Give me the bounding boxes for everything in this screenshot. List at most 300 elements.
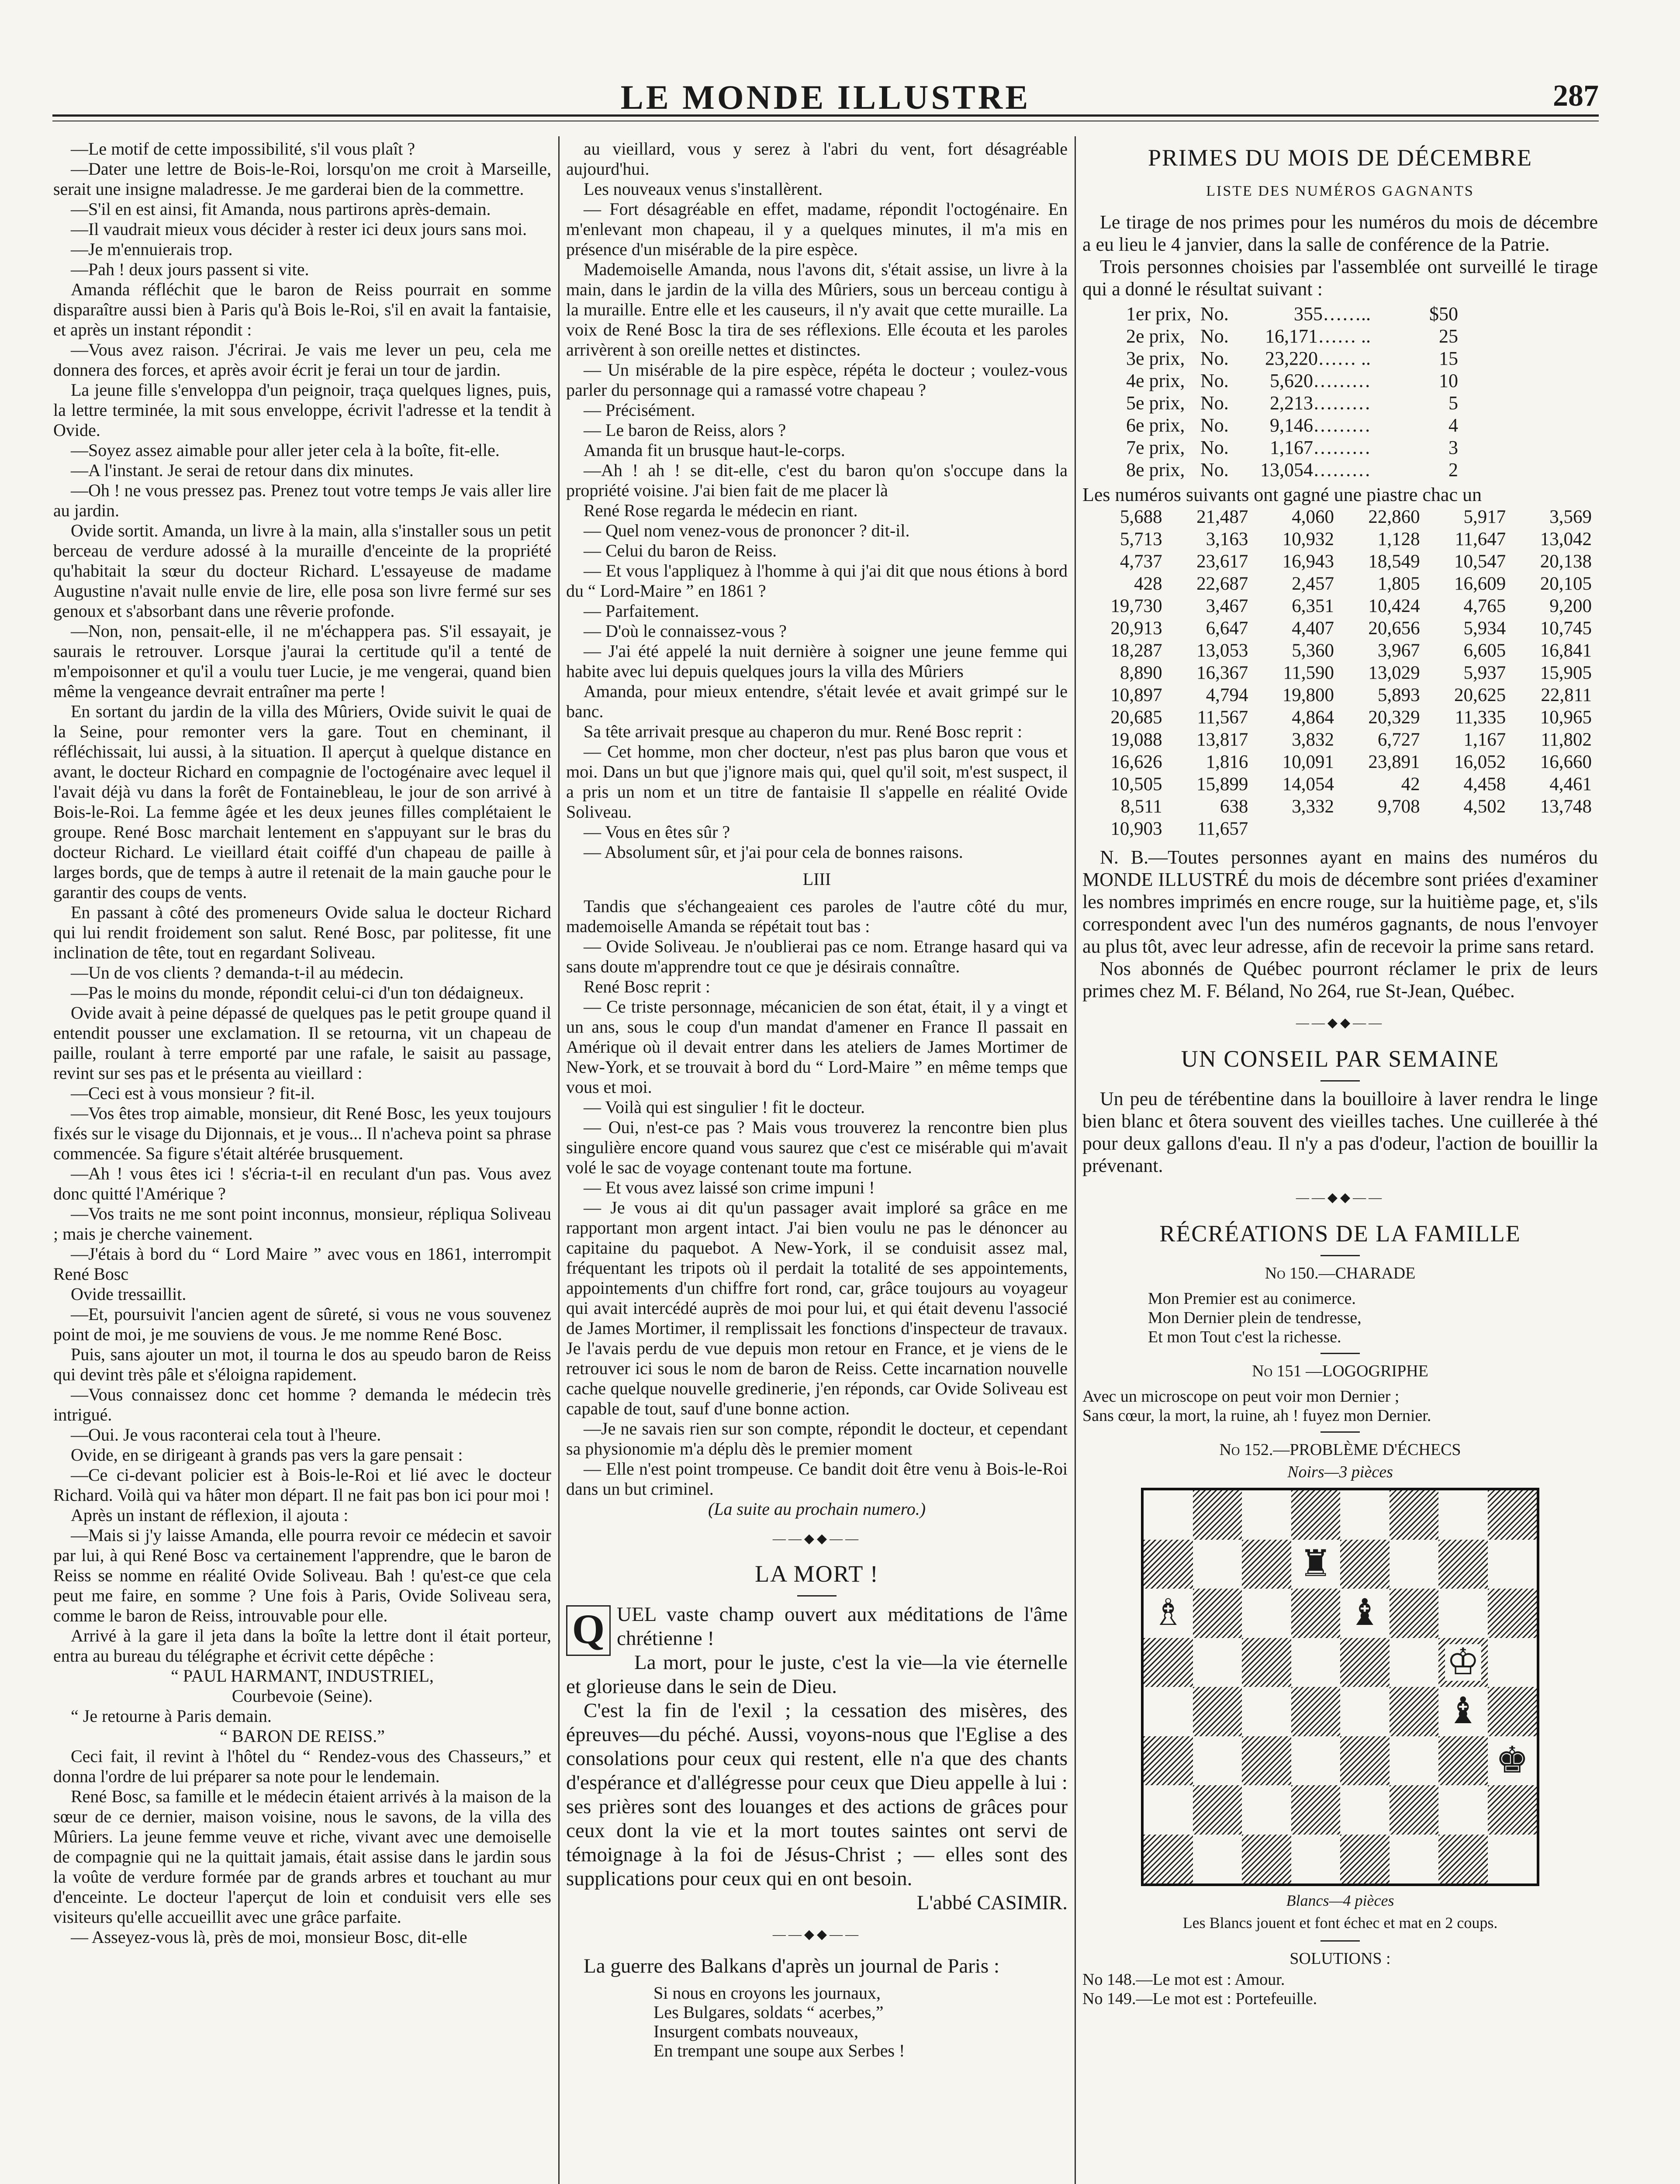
chess-square — [1291, 1687, 1341, 1736]
chess-square — [1193, 1490, 1242, 1540]
conseil-text: Un peu de térébentine dans la bouilloire à laver rendra le linge bien blanc et ôtera souvent des vieilles taches. Une cuillerée à thé pour deux gallons d'eau. Il n'y a pas d'odeur, l'action de bouillir la prévenant. — [1082, 1088, 1598, 1176]
feuilleton-text — [53, 139, 551, 1947]
prize-rank: 7e prix, — [1126, 437, 1185, 458]
column-divider — [558, 136, 560, 2184]
logogriphe-text — [1082, 1387, 1598, 1425]
chess-square — [1438, 1835, 1488, 1884]
winning-number: 20,656 — [1368, 618, 1420, 639]
winning-number: 13,042 — [1540, 529, 1592, 549]
chess-piece-icon: ♗ — [1150, 1595, 1186, 1631]
winning-number: 6,351 — [1292, 596, 1334, 616]
winning-number: 22,687 — [1196, 574, 1248, 594]
paragraph: —A l'instant. Je serai de retour dans dix minutes. — [71, 460, 414, 480]
paragraph: —Un de vos clients ? demanda-t-il au médecin. — [71, 963, 404, 982]
numbers-row — [1082, 550, 1598, 573]
prize-rank: 8e prix, — [1126, 459, 1185, 480]
paragraph: Ovide avait à peine dépassé de quelques pas le petit groupe quand il entendit pousser une exclamation. Il se retourna, vit un chapeau de paille, roulant à terre emporté par une rafale, le saisit au passage, revint sur ses pas et le présenta au vieillard : — [53, 1003, 551, 1083]
charade-line: Et mon Tout c'est la richesse. — [1148, 1328, 1341, 1346]
winning-number: 3,332 — [1292, 796, 1334, 817]
la-mort-paragraph: La mort, pour le juste, c'est la vie—la vie éternelle et glorieuse dans le sein de Dieu. — [566, 1651, 1068, 1698]
paragraph: —Dater une lettre de Bois-le-Roi, lorsqu'on me croit à Marseille, serait une insigne maladresse. Je me garderai bien de la commettre. — [53, 159, 551, 199]
winning-number: 6,647 — [1206, 618, 1248, 639]
winning-number: 23,617 — [1196, 551, 1248, 572]
winning-number: 20,105 — [1540, 574, 1592, 594]
ornament-divider: ——◆◆—— — [1296, 1190, 1385, 1205]
echecs-title: No 152.—PROBLÈME D'ÉCHECS — [1219, 1441, 1461, 1459]
chess-square — [1242, 1540, 1291, 1589]
paragraph: “ PAUL HARMANT, INDUSTRIEL, — [171, 1666, 434, 1686]
chess-piece-icon: ♔ — [1445, 1644, 1481, 1681]
la-mort-article — [566, 1603, 1068, 1915]
numbers-row — [1082, 617, 1598, 639]
balkans-verse — [653, 1984, 1068, 2060]
chess-square — [1488, 1687, 1537, 1736]
winning-number: 10,897 — [1110, 685, 1162, 705]
chess-square — [1340, 1589, 1390, 1638]
chess-square — [1291, 1490, 1341, 1540]
chess-square — [1193, 1736, 1242, 1786]
paragraph: —J'étais à bord du “ Lord Maire ” avec vous en 1861, interrompit René Bosc — [53, 1244, 551, 1284]
numbers-row — [1082, 795, 1598, 818]
prize-row — [1126, 303, 1598, 325]
short-rule — [1320, 1255, 1360, 1256]
recreations-title: RÉCRÉATIONS DE LA FAMILLE — [1159, 1220, 1521, 1247]
paragraph: Ovide sortit. Amanda, un livre à la main, alla s'installer sous un petit berceau de verdure adossé à la muraille d'enceinte de la propriété qu'habitait la sœur du docteur Richard. L'essayeuse de madame Augustine n'avait nulle envie de lire, elle posa son livre fermé sur ses genoux et s'absorbant dans une rêverie profonde. — [53, 521, 551, 621]
paragraph: —Oh ! ne vous pressez pas. Prenez tout votre temps Je vais aller lire au jardin. — [53, 480, 551, 520]
winning-number: 10,932 — [1282, 529, 1334, 549]
winning-number: 3,832 — [1292, 729, 1334, 750]
winning-number: 4,060 — [1292, 507, 1334, 527]
numbers-row — [1082, 639, 1598, 662]
chess-square — [1144, 1490, 1193, 1540]
short-rule — [1320, 1431, 1360, 1433]
short-rule — [797, 1595, 837, 1597]
winning-number: 16,367 — [1196, 663, 1248, 683]
numbers-row — [1082, 506, 1598, 528]
prize-value: 13,054……… — [1260, 459, 1371, 480]
winning-number: 6,727 — [1377, 729, 1420, 750]
paragraph: Tandis que s'échangeaient ces paroles de l'autre côté du mur, mademoiselle Amanda se répétait tout bas : — [566, 896, 1068, 936]
chess-piece-icon: ♜ — [1297, 1546, 1334, 1583]
winning-number: 1,805 — [1377, 574, 1420, 594]
feuilleton-column-1 — [53, 139, 551, 2184]
prize-no: No. — [1200, 370, 1229, 391]
paragraph: La jeune fille s'enveloppa d'un peignoir, traça quelques lignes, puis, la lettre terminée, la mit sous enveloppe, écrivit l'adresse et la tendit à Ovide. — [53, 380, 551, 440]
paragraph: —Soyez assez aimable pour aller jeter cela à la boîte, fit-elle. — [71, 440, 500, 460]
chess-square — [1144, 1540, 1193, 1589]
page-number: 287 — [1553, 79, 1599, 113]
paragraph: Amanda, pour mieux entendre, s'était levée et avait grimpé sur le banc. — [566, 681, 1068, 721]
chess-square — [1242, 1638, 1291, 1687]
chess-square — [1144, 1736, 1193, 1786]
prize-row — [1126, 392, 1598, 414]
chess-square — [1390, 1835, 1439, 1884]
paragraph: Ovide tressaillit. — [71, 1284, 187, 1304]
numbers-row — [1082, 818, 1598, 840]
charade-text — [1148, 1289, 1598, 1347]
logogriphe-line: Avec un microscope on peut voir mon Dernier ; — [1082, 1387, 1400, 1406]
header-rule — [52, 114, 1599, 117]
winning-number: 16,052 — [1454, 752, 1506, 772]
dropcap: Q — [566, 1605, 611, 1656]
winning-number: 4,461 — [1549, 774, 1592, 795]
prize-rank: 6e prix, — [1126, 415, 1185, 436]
winning-number: 22,860 — [1368, 507, 1420, 527]
winning-number: 10,091 — [1282, 752, 1334, 772]
balkans-item — [566, 1954, 1068, 1978]
chess-square — [1390, 1736, 1439, 1786]
logogriphe-line: Sans cœur, la mort, la ruine, ah ! fuyez mon Dernier. — [1082, 1406, 1431, 1425]
prize-amount: 4 — [1448, 415, 1458, 436]
paragraph: —Ce ci-devant policier est à Bois-le-Roi et lié avec le docteur Richard. Voilà qui va hâter mon départ. Il ne fait pas bon ici pour moi ! — [53, 1465, 551, 1505]
winning-number: 16,841 — [1540, 640, 1592, 661]
chess-square — [1390, 1589, 1439, 1638]
prize-row — [1126, 347, 1598, 370]
chess-square — [1488, 1785, 1537, 1835]
chess-square — [1390, 1638, 1439, 1687]
chess-square — [1242, 1785, 1291, 1835]
paragraph: —Ceci est à vous monsieur ? fit-il. — [71, 1083, 315, 1103]
winning-number: 22,811 — [1541, 685, 1592, 705]
charade-line: Mon Premier est au conimerce. — [1148, 1289, 1356, 1308]
paragraph: —Oui. Je vous raconterai cela tout à l'heure. — [71, 1425, 381, 1444]
prize-row — [1126, 436, 1598, 459]
chess-square — [1488, 1736, 1537, 1786]
paragraph: René Bosc reprit : — [584, 977, 710, 996]
conseil-title: UN CONSEIL PAR SEMAINE — [1181, 1046, 1500, 1072]
winning-number: 4,407 — [1292, 618, 1334, 639]
la-mort-title: LA MORT ! — [755, 1561, 879, 1587]
paragraph: Arrivé à la gare il jeta dans la boîte la lettre dont il était porteur, entra au bureau du télégraphe et écrivit cette dépêche : — [53, 1626, 551, 1666]
chess-square — [1488, 1540, 1537, 1589]
numbers-row — [1082, 573, 1598, 595]
winning-number: 20,685 — [1110, 707, 1162, 728]
prize-amount: 10 — [1439, 370, 1458, 391]
winning-number: 5,934 — [1463, 618, 1506, 639]
paragraph: — Cet homme, mon cher docteur, n'est pas plus baron que vous et moi. Dans un but que j'ignore mais qui, quel qu'il soit, m'est suspect, il a pris un nom et un titre de fantaisie Il s'appelle en réalité Ovide Soliveau. — [566, 742, 1068, 822]
chess-square — [1193, 1540, 1242, 1589]
winning-number: 9,708 — [1377, 796, 1420, 817]
chess-square — [1340, 1785, 1390, 1835]
masthead — [52, 73, 1599, 117]
paragraph: Sa tête arrivait presque au chaperon du mur. René Bosc reprit : — [584, 722, 1023, 741]
primes-intro: Le tirage de nos primes pour les numéros du mois de décembre a eu lieu le 4 janvier, dans la salle de conférence de la Patrie. — [1082, 211, 1598, 255]
winning-number: 4,502 — [1463, 796, 1506, 817]
column-divider — [1075, 136, 1076, 2184]
winning-number: 3,967 — [1377, 640, 1420, 661]
noirs-label: Noirs—3 pièces — [1287, 1463, 1393, 1481]
prize-amount: 3 — [1448, 437, 1458, 458]
paragraph: au vieillard, vous y serez à l'abri du vent, fort désagréable aujourd'hui. — [566, 139, 1068, 179]
winning-number: 10,903 — [1110, 819, 1162, 839]
chess-square — [1242, 1736, 1291, 1786]
paragraph: Après un instant de réflexion, il ajouta : — [71, 1505, 349, 1525]
paragraph: —Vos êtes trop aimable, monsieur, dit René Bosc, les yeux toujours fixés sur le visage du Dijonnais, et je vous... Il n'acheva point sa phrase commencée. Sa figure s'était altérée brusquement. — [53, 1103, 551, 1163]
winning-number: 5,360 — [1292, 640, 1334, 661]
paragraph: René Rose regarda le médecin en riant. — [584, 501, 858, 520]
winning-number: 20,625 — [1454, 685, 1506, 705]
paragraph: (La suite au prochain numero.) — [708, 1499, 926, 1519]
chess-square — [1193, 1638, 1242, 1687]
paragraph: —Pas le moins du monde, répondit celui-ci d'un ton dédaigneux. — [71, 983, 524, 1002]
paragraph: — Asseyez-vous là, près de moi, monsieur Bosc, dit-elle — [71, 1927, 467, 1947]
winning-number — [1512, 818, 1598, 840]
nb-notice: N. B.—Toutes personnes ayant en mains des numéros du MONDE ILLUSTRÉ du mois de décembre sont priées d'examiner les nombres imprimés en encre rouge, sur la huitième page, et, s'ils correspondent avec l'un des numéros gagnants, de nous l'envoyer au plus tôt, avec leur adresse, afin de recevoir la prime sans retard. — [1082, 847, 1598, 957]
winning-number: 13,817 — [1196, 729, 1248, 750]
prize-no: No. — [1200, 348, 1229, 369]
verse-line: Les Bulgares, soldats “ acerbes,” — [653, 2002, 884, 2022]
winning-number: 13,053 — [1196, 640, 1248, 661]
winning-number: 10,965 — [1540, 707, 1592, 728]
winning-number: 8,890 — [1120, 663, 1162, 683]
winning-number: 23,891 — [1368, 752, 1420, 772]
prize-amount: 15 — [1439, 348, 1458, 369]
paragraph: —Je ne savais rien sur son compte, répondit le docteur, et cependant sa physionomie m'a déplu dès le premier moment — [566, 1419, 1068, 1458]
prize-value: 1,167……… — [1270, 437, 1371, 458]
chess-square — [1340, 1835, 1390, 1884]
prize-no: No. — [1200, 437, 1229, 458]
chess-square — [1438, 1687, 1488, 1736]
paragraph: — Fort désagréable en effet, madame, répondit l'octogénaire. En m'enlevant mon chapeau, il y a quelques minutes, il m'a mis en présence d'un misérable de la pire espèce. — [566, 199, 1068, 259]
paragraph: —Je m'ennuierais trop. — [71, 239, 233, 259]
paragraph: — Ovide Soliveau. Je n'oublierai pas ce nom. Etrange hasard qui va sans doute m'apprendre tout ce que je désirais connaître. — [566, 936, 1068, 976]
prize-value: 23,220…… .. — [1265, 348, 1371, 369]
chess-square — [1193, 1589, 1242, 1638]
column-3 — [1082, 139, 1598, 2184]
logogriphe-title: No 151 —LOGOGRIPHE — [1252, 1362, 1428, 1380]
winning-number: 15,905 — [1540, 663, 1592, 683]
chess-square — [1291, 1540, 1341, 1589]
chess-square — [1242, 1835, 1291, 1884]
chess-square — [1438, 1490, 1488, 1540]
chess-piece-icon: ♝ — [1347, 1595, 1383, 1631]
winning-number: 10,424 — [1368, 596, 1420, 616]
paragraph: Ovide, en se dirigeant à grands pas vers la gare pensait : — [71, 1445, 463, 1465]
prize-row — [1126, 414, 1598, 436]
balkans-intro: La guerre des Balkans d'après un journal de Paris : — [584, 1955, 1000, 1977]
prize-list — [1126, 303, 1598, 481]
paragraph: — D'où le connaissez-vous ? — [584, 621, 787, 641]
paragraph: — Et vous avez laissé son crime impuni ! — [584, 1178, 875, 1197]
prize-amount: $50 — [1429, 303, 1458, 325]
paragraph: —Le motif de cette impossibilité, s'il vous plaît ? — [71, 139, 415, 159]
winning-number: 11,647 — [1455, 529, 1506, 549]
solution-line: No 148.—Le mot est : Amour. — [1082, 1970, 1285, 1989]
charade-line: Mon Dernier plein de tendresse, — [1148, 1309, 1362, 1327]
winning-number: 20,138 — [1540, 551, 1592, 572]
prize-no: No. — [1200, 392, 1229, 414]
chess-piece-icon: ♚ — [1494, 1742, 1530, 1779]
paragraph: — Absolument sûr, et j'ai pour cela de bonnes raisons. — [584, 842, 963, 862]
winning-number: 1,167 — [1463, 729, 1506, 750]
winning-number: 5,937 — [1463, 663, 1506, 683]
paragraph: — Quel nom venez-vous de prononcer ? dit-il. — [584, 521, 910, 540]
paragraph: René Bosc, sa famille et le médecin étaient arrivés à la maison de la sœur de ce dernier, maison voisine, nous le savons, de la villa des Mûriers. La jeune femme veuve et riche, vivant avec une demoiselle de compagnie qui ne la quittait jamais, était assise dans le jardin sous la voûte de verdure formée par de grands arbres et touchant au mur d'enceinte. Le docteur l'aperçut de loin et conduisit vers elle ses visiteurs qu'elle accueillit avec une grâce parfaite. — [53, 1787, 551, 1927]
winning-number: 10,745 — [1540, 618, 1592, 639]
la-mort-paragraph: C'est la fin de l'exil ; la cessation des misères, des épreuves—du péché. Aussi, voyons-nous que l'Eglise a des consolations pour ceux qui restent, elle n'a que des chants d'espérance et d'allégresse pour ceux que Dieu appelle à lui : ses prières sont des louanges et des actions de grâces pour ceux dont la vie et la mort toutes saintes ont servi de témoignage à la foi de Jésus-Christ ; — elles sont des supplications pour ceux qui en ont besoin. — [566, 1699, 1068, 1890]
winning-number: 4,794 — [1206, 685, 1248, 705]
chess-square — [1193, 1835, 1242, 1884]
prize-rank: 3e prix, — [1126, 348, 1185, 369]
chess-square — [1340, 1687, 1390, 1736]
winning-number: 16,626 — [1110, 752, 1162, 772]
winning-number: 18,287 — [1110, 640, 1162, 661]
winning-number: 428 — [1134, 574, 1162, 594]
numbers-row — [1082, 595, 1598, 617]
chess-square — [1144, 1687, 1193, 1736]
winning-number: 19,088 — [1110, 729, 1162, 750]
paragraph: — J'ai été appelé la nuit dernière à soigner une jeune femme qui habite avec lui depuis quelques jours la villa des Mûriers — [566, 641, 1068, 681]
prize-value: 2,213……… — [1270, 392, 1371, 414]
chess-square — [1242, 1687, 1291, 1736]
short-rule — [1320, 1940, 1360, 1942]
chess-square — [1390, 1687, 1439, 1736]
chess-square — [1144, 1638, 1193, 1687]
numbers-row — [1082, 684, 1598, 706]
winning-number: 1,816 — [1206, 752, 1248, 772]
winning-number: 19,730 — [1110, 596, 1162, 616]
verse-line: Insurgent combats nouveaux, — [653, 2022, 859, 2041]
chess-square — [1438, 1638, 1488, 1687]
chess-square — [1390, 1785, 1439, 1835]
solutions-list — [1082, 1970, 1598, 2008]
chess-square — [1438, 1785, 1488, 1835]
winning-number: 11,802 — [1541, 729, 1592, 750]
paragraph: “ BARON DE REISS.” — [220, 1726, 385, 1746]
paragraph: — Parfaitement. — [584, 601, 699, 621]
winning-number: 16,660 — [1540, 752, 1592, 772]
winning-number: 4,864 — [1292, 707, 1334, 728]
paragraph: — Et vous l'appliquez à l'homme à qui j'ai dit que nous étions à bord du “ Lord-Maire ” en 1861 ? — [566, 561, 1068, 601]
winning-number: 638 — [1220, 796, 1248, 817]
chess-square — [1144, 1785, 1193, 1835]
paragraph: Les nouveaux venus s'installèrent. — [584, 179, 823, 199]
winning-number: 13,029 — [1368, 663, 1420, 683]
paragraph: —Pah ! deux jours passent si vite. — [71, 259, 309, 279]
numbers-row — [1082, 662, 1598, 684]
short-rule — [1320, 1353, 1360, 1354]
paragraph: — Oui, n'est-ce pas ? Mais vous trouverez la rencontre bien plus singulière encore quand vous saurez que c'est ce misérable qui m'avait volé le sac de voyage contenant toute ma fortune. — [566, 1117, 1068, 1177]
winning-number: 18,549 — [1368, 551, 1420, 572]
winning-number: 5,893 — [1377, 685, 1420, 705]
paragraph: —Il vaudrait mieux vous décider à rester ici deux jours sans moi. — [71, 219, 527, 239]
chess-square — [1340, 1490, 1390, 1540]
la-mort-paragraph: UEL vaste champ ouvert aux méditations de l'âme chrétienne ! — [617, 1603, 1068, 1650]
quebec-notice: Nos abonnés de Québec pourront réclamer le prix de leurs primes chez M. F. Béland, No 264, rue St-Jean, Québec. — [1082, 958, 1598, 1002]
winning-number: 5,688 — [1120, 507, 1162, 527]
chess-square — [1488, 1490, 1537, 1540]
prize-row — [1126, 459, 1598, 481]
ornament-divider: ——◆◆—— — [1296, 1016, 1385, 1030]
winning-number: 19,800 — [1282, 685, 1334, 705]
numbers-row — [1082, 751, 1598, 773]
numbers-row — [1082, 528, 1598, 550]
chess-square — [1438, 1540, 1488, 1589]
chess-square — [1291, 1785, 1341, 1835]
chess-square — [1438, 1589, 1488, 1638]
others-intro: Les numéros suivants ont gagné une piastre chac un — [1082, 484, 1482, 505]
chess-square — [1390, 1490, 1439, 1540]
prize-value: 16,171…… .. — [1265, 325, 1371, 347]
chess-square — [1488, 1835, 1537, 1884]
winning-number: 4,737 — [1120, 551, 1162, 572]
paragraph: —S'il en est ainsi, fit Amanda, nous partirons après-demain. — [71, 199, 491, 219]
chess-square — [1291, 1736, 1341, 1786]
winning-number: 21,487 — [1196, 507, 1248, 527]
chess-board — [1141, 1488, 1539, 1886]
winning-number: 16,943 — [1282, 551, 1334, 572]
chess-square — [1144, 1835, 1193, 1884]
paragraph: — Ce triste personnage, mécanicien de son état, était, il y a vingt et un ans, sous le coup d'un mandat d'amener en France Il passait en Amérique où il devait entrer dans les ateliers de James Mortimer de New-York, et se trouvait à bord du “ Lord-Maire ” en même temps que vous et moi. — [566, 997, 1068, 1097]
prize-amount: 25 — [1439, 325, 1458, 347]
prize-no: No. — [1200, 325, 1229, 347]
paragraph: — Voilà qui est singulier ! fit le docteur. — [584, 1097, 865, 1117]
winning-number: 11,335 — [1455, 707, 1506, 728]
winning-number: 6,605 — [1463, 640, 1506, 661]
winning-number: 11,567 — [1197, 707, 1248, 728]
chess-square — [1390, 1540, 1439, 1589]
winning-number: 13,748 — [1540, 796, 1592, 817]
winning-number: 3,467 — [1206, 596, 1248, 616]
paragraph: —Ah ! ah ! se dit-elle, c'est du baron qu'on s'occupe dans la propriété voisine. J'ai bien fait de me placer là — [566, 460, 1068, 500]
chess-square — [1291, 1835, 1341, 1884]
chess-square — [1291, 1638, 1341, 1687]
paragraph: — Précisément. — [584, 400, 695, 420]
winning-number — [1340, 818, 1426, 840]
winning-number: 20,913 — [1110, 618, 1162, 639]
winning-number: 8,511 — [1120, 796, 1162, 817]
prize-no: No. — [1200, 303, 1229, 325]
prize-value: 9,146……… — [1270, 415, 1371, 436]
paragraph: En sortant du jardin de la villa des Mûriers, Ovide suivit le quai de la Seine, pour remonter vers la gare. Tout en cheminant, il réfléchissait, lui aussi, à la situation. Il aperçut à quelque distance en avant, le docteur Richard en compagnie de l'octogénaire avec lequel il l'avait déjà vu dans la forêt de Fontainebleau, le jour de son arrivé à Bois-le-Roi. La femme âgée et les deux jeunes filles complétaient le groupe. René Bosc marchait lentement en s'appuyant sur le bras du docteur Richard. Le vieillard était coiffé d'un chapeau de paille à larges bords, que de temps à autre il retenait de la main gauche pour le garantir des coups de vents. — [53, 702, 551, 902]
paragraph: —Mais si j'y laisse Amanda, elle pourra revoir ce médecin et savoir par lui, à qui René Bosc va certainement l'apprendre, que le baron de Reiss se nomme en réalité Ovide Soliveau. Bah ! qu'est-ce que cela peut me faire, en somme ? Une fois à Paris, Ovide Soliveau sera, comme le baron de Reiss, introuvable pour elle. — [53, 1525, 551, 1625]
prize-no: No. — [1200, 459, 1229, 480]
chess-square — [1340, 1638, 1390, 1687]
prize-rank: 4e prix, — [1126, 370, 1185, 391]
numbers-row — [1082, 729, 1598, 751]
primes-subtitle: LISTE DES NUMÉROS GAGNANTS — [1206, 183, 1474, 199]
paragraph: — Elle n'est point trompeuse. Ce bandit doit être venu à Bois-le-Roi dans un but criminel. — [566, 1459, 1068, 1499]
winning-number: 4,765 — [1463, 596, 1506, 616]
winning-number: 10,547 — [1454, 551, 1506, 572]
prize-amount: 2 — [1448, 459, 1458, 480]
paragraph: —Vous avez raison. J'écrirai. Je vais me lever un peu, cela me donnera des forces, et après avoir écrit je ferai un tour de jardin. — [53, 340, 551, 380]
winning-number: 3,569 — [1549, 507, 1592, 527]
paragraph: —Vous connaissez donc cet homme ? demanda le médecin très intrigué. — [53, 1385, 551, 1424]
primes-title: PRIMES DU MOIS DE DÉCEMBRE — [1148, 145, 1533, 171]
feuilleton-text — [566, 139, 1068, 1519]
prize-row — [1126, 325, 1598, 347]
winning-number: 11,590 — [1283, 663, 1334, 683]
prize-rank: 1er prix, — [1126, 303, 1192, 325]
paragraph: LIII — [802, 869, 831, 889]
solutions-title: SOLUTIONS : — [1289, 1949, 1391, 1968]
chess-square — [1488, 1589, 1537, 1638]
winning-number: 16,609 — [1454, 574, 1506, 594]
winning-number: 20,329 — [1368, 707, 1420, 728]
chess-square — [1438, 1736, 1488, 1786]
winning-number: 5,713 — [1120, 529, 1162, 549]
winning-number: 14,054 — [1282, 774, 1334, 795]
paragraph: En passant à côté des promeneurs Ovide salua le docteur Richard qui lui rendit froidement son salut. René Bosc, par politesse, fit une inclination de tête, tout en regardant Soliveau. — [53, 902, 551, 962]
paragraph: Courbevoie (Seine). — [232, 1686, 373, 1706]
winning-number — [1254, 818, 1340, 840]
solution-line: No 149.—Le mot est : Portefeuille. — [1082, 1990, 1317, 2008]
chess-square — [1144, 1589, 1193, 1638]
prize-amount: 5 — [1448, 392, 1458, 414]
primes-intro: Trois personnes choisies par l'assemblée ont surveillé le tirage qui a donné le résultat suivant : — [1082, 256, 1598, 300]
chess-square — [1291, 1589, 1341, 1638]
